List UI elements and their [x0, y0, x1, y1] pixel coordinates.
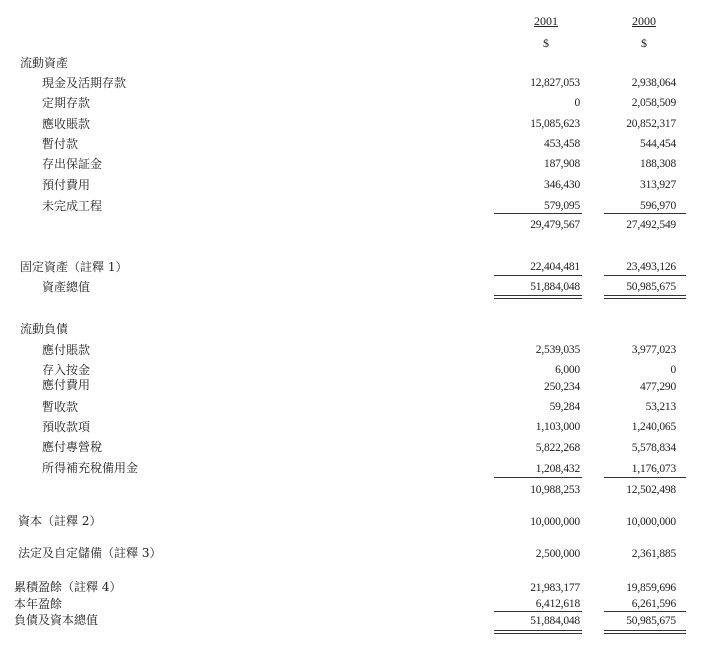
retained-2001: 21,983,177 — [530, 582, 580, 594]
cl-subtotal-rule-2001 — [494, 477, 582, 478]
fa-rule-2000 — [604, 275, 686, 276]
cl-2000-6: 1,176,073 — [631, 463, 676, 475]
cl-2000-3: 53,213 — [645, 401, 676, 413]
fixed-assets-2000: 23,493,126 — [626, 261, 676, 273]
cl-2001-4: 1,103,000 — [535, 421, 580, 433]
cl-2001-6: 1,208,432 — [535, 463, 580, 475]
currency-2001: $ — [543, 36, 549, 50]
year-2001-header: 2001 — [534, 14, 558, 28]
tlc-double-rule-2001-a — [494, 630, 582, 631]
profit-rule-2001 — [494, 611, 582, 612]
ca-subtotal-rule-2001 — [494, 213, 582, 214]
capital-label: 資本（註釋 2） — [18, 514, 102, 528]
total-liab-capital-label: 負債及資本總值 — [14, 613, 99, 627]
ca-2000-1: 2,058,509 — [631, 97, 676, 109]
ca-2001-4: 187,908 — [544, 158, 580, 170]
ca-label-2: 應收賬款 — [42, 117, 91, 131]
current-liabilities-title: 流動負債 — [20, 322, 69, 336]
retained-2000: 19,859,696 — [626, 582, 676, 594]
ta-double-rule-2001-b — [494, 298, 582, 299]
current-profit-2000: 6,261,596 — [631, 598, 676, 610]
cl-label-2: 應付費用 — [42, 378, 91, 392]
cl-2000-1: 0 — [670, 364, 676, 376]
cl-label-1: 存入按金 — [42, 363, 91, 377]
total-assets-label: 資產總值 — [42, 280, 91, 294]
tlc-double-rule-2001-b — [494, 633, 582, 634]
ca-subtotal-2001: 29,479,567 — [530, 219, 580, 231]
fixed-assets-label: 固定資產（註釋 1） — [20, 260, 128, 274]
cl-subtotal-rule-2000 — [604, 477, 686, 478]
ca-2001-1: 0 — [574, 97, 580, 109]
ca-2000-5: 313,927 — [640, 179, 676, 191]
cl-label-5: 應付專營稅 — [42, 440, 103, 454]
year-2000-header: 2000 — [632, 14, 656, 28]
fixed-assets-2001: 22,404,481 — [530, 261, 580, 273]
current-assets-title: 流動資產 — [20, 56, 69, 70]
ca-label-6: 未完成工程 — [42, 199, 103, 213]
ca-label-4: 存出保証金 — [42, 157, 103, 171]
ca-2001-5: 346,430 — [544, 179, 580, 191]
ca-subtotal-2000: 27,492,549 — [626, 219, 676, 231]
current-profit-label: 本年盈餘 — [14, 597, 63, 611]
cl-2001-1: 6,000 — [555, 364, 580, 376]
retained-label: 累積盈餘（註釋 4） — [14, 580, 122, 594]
cl-2000-2: 477,290 — [640, 381, 676, 393]
total-liab-capital-2000: 50,985,675 — [626, 615, 676, 627]
cl-label-4: 預收款項 — [42, 420, 91, 434]
ca-2000-6: 596,970 — [640, 200, 676, 212]
ca-label-5: 預付費用 — [42, 178, 91, 192]
ta-double-rule-2000-b — [604, 298, 686, 299]
ca-2000-2: 20,852,317 — [626, 118, 676, 130]
ca-label-1: 定期存款 — [42, 96, 91, 110]
ca-2001-0: 12,827,053 — [530, 77, 580, 89]
ta-double-rule-2000-a — [604, 295, 686, 296]
total-assets-2000: 50,985,675 — [626, 281, 676, 293]
ca-2000-3: 544,454 — [640, 138, 676, 150]
cl-label-6: 所得補充稅備用金 — [42, 461, 139, 475]
ca-2001-2: 15,085,623 — [530, 118, 580, 130]
ca-label-3: 暫付款 — [42, 137, 79, 151]
cl-2001-5: 5,822,268 — [535, 442, 580, 454]
cl-2000-4: 1,240,065 — [631, 421, 676, 433]
cl-2001-3: 59,284 — [549, 401, 580, 413]
reserves-label: 法定及自定儲備（註釋 3） — [18, 546, 162, 560]
total-assets-2001: 51,884,048 — [530, 281, 580, 293]
ca-2001-3: 453,458 — [544, 138, 580, 150]
current-profit-2001: 6,412,618 — [535, 598, 580, 610]
reserves-2001: 2,500,000 — [535, 548, 580, 560]
ta-double-rule-2001-a — [494, 295, 582, 296]
ca-subtotal-rule-2000 — [604, 213, 686, 214]
ca-2000-0: 2,938,064 — [631, 77, 676, 89]
cl-subtotal-2001: 10,988,253 — [530, 484, 580, 496]
cl-2001-0: 2,539,035 — [535, 344, 580, 356]
total-liab-capital-2001: 51,884,048 — [530, 615, 580, 627]
fa-rule-2001 — [494, 275, 582, 276]
ca-2000-4: 188,308 — [640, 158, 676, 170]
tlc-double-rule-2000-b — [604, 633, 686, 634]
profit-rule-2000 — [604, 611, 686, 612]
cl-label-0: 應付賬款 — [42, 343, 91, 357]
cl-subtotal-2000: 12,502,498 — [626, 484, 676, 496]
capital-2000: 10,000,000 — [626, 516, 676, 528]
reserves-2000: 2,361,885 — [631, 548, 676, 560]
cl-2000-0: 3,977,023 — [631, 344, 676, 356]
cl-label-3: 暫收款 — [42, 400, 79, 414]
capital-2001: 10,000,000 — [530, 516, 580, 528]
tlc-double-rule-2000-a — [604, 630, 686, 631]
ca-2001-6: 579,095 — [544, 200, 580, 212]
cl-2001-2: 250,234 — [544, 381, 580, 393]
currency-2000: $ — [641, 36, 647, 50]
cl-2000-5: 5,578,834 — [631, 442, 676, 454]
ca-label-0: 現金及活期存款 — [42, 76, 127, 90]
